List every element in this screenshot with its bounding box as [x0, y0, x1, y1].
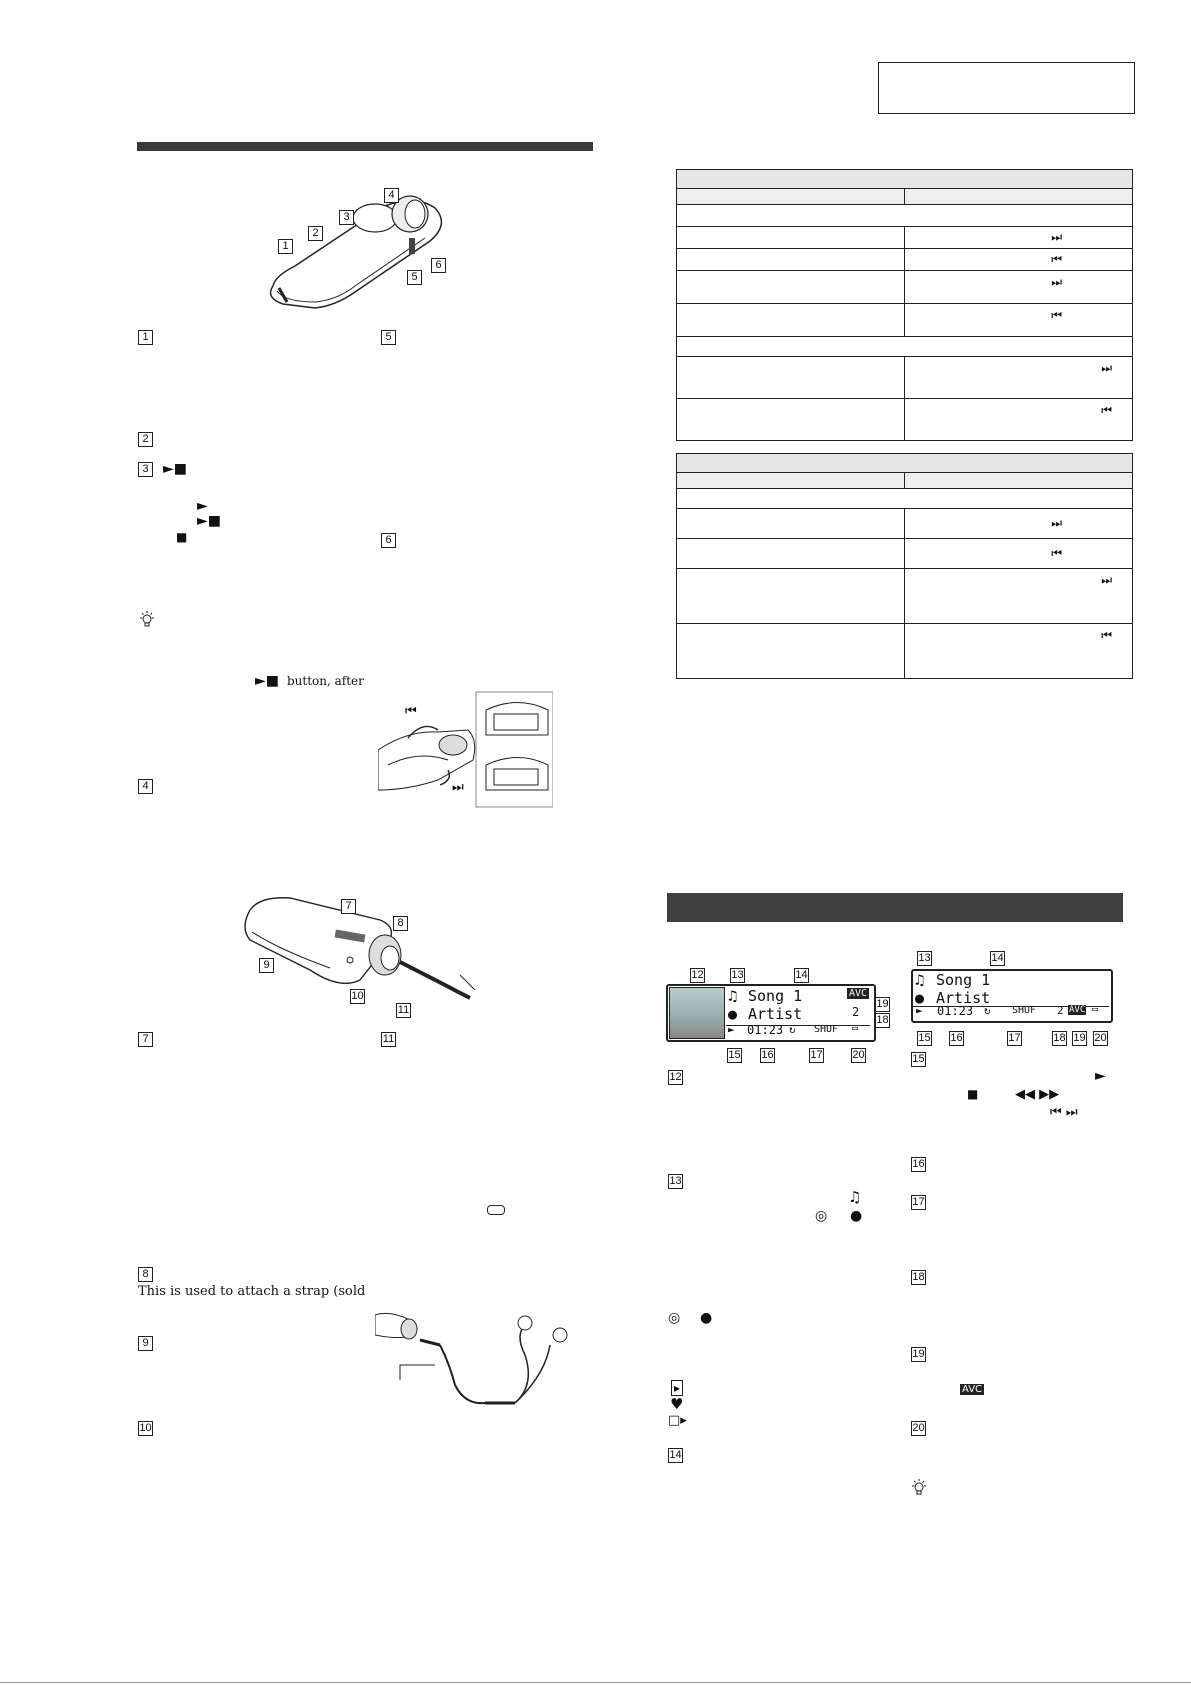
display1-artist: Artist [748, 1005, 803, 1023]
battery-icon: ▭ [852, 1023, 859, 1034]
d1-callout-18: 18 [876, 1014, 889, 1026]
rewind-ffwd-icons: ◀◀ ▶▶ [1015, 1087, 1060, 1102]
playlist-icon: ▸ [671, 1380, 683, 1396]
avc-inline-icon: AVC [962, 1384, 983, 1395]
music-note-icon-3: ♫ [848, 1188, 862, 1206]
strap-text: This is used to attach a strap (sold [138, 1284, 366, 1299]
table2-forward-icon: ⏭ [1051, 516, 1062, 530]
display2-track: 2 [1057, 1004, 1064, 1017]
d1-callout-19: 19 [876, 998, 889, 1010]
callout-9: 9 [259, 958, 274, 973]
section-heading-bar [137, 142, 593, 151]
player-side-illustration [240, 890, 500, 1010]
desc-19: 19 [912, 1348, 925, 1360]
table1-forward-icon: ⏭ [1051, 230, 1062, 244]
play-button-text: button, after [287, 674, 364, 688]
d1-callout-17: 17 [810, 1049, 823, 1061]
table2-forward-icon-2: ⏭ [1101, 573, 1112, 587]
desc-4: 4 [138, 779, 153, 794]
avc-icon: AVC [849, 988, 868, 999]
display1-track: 2 [852, 1005, 860, 1019]
battery-icon-2: ▭ [1092, 1004, 1099, 1015]
desc-16: 16 [912, 1158, 925, 1170]
lightbulb-icon-2 [910, 1478, 928, 1496]
table1-rewind-icon-2: ⏮ [1051, 308, 1062, 322]
desc-5: 5 [381, 330, 396, 345]
display1-time: 01:23 [747, 1023, 784, 1037]
control-table-2 [676, 453, 1133, 679]
desc-12: 12 [669, 1071, 682, 1083]
repeat-icon-2: ↻ [984, 1004, 991, 1017]
music-note-icon-2: ♫ [915, 971, 925, 989]
person-icon-4: ● [700, 1310, 713, 1326]
disc-icon-2: ◎ [668, 1310, 681, 1326]
display2-shuffle: SHUF [1012, 1005, 1037, 1016]
d1-callout-15: 15 [728, 1049, 741, 1061]
callout-1: 1 [278, 239, 293, 254]
callout-7: 7 [341, 899, 356, 914]
display1-shuffle: SHUF [814, 1024, 839, 1035]
display2-time: 01:23 [937, 1004, 974, 1018]
callout-2: 2 [308, 226, 323, 241]
table2-rewind-icon-2: ⏮ [1101, 628, 1112, 642]
play-stop-inline: ►■ [255, 673, 279, 689]
play-status-icon-2: ► [916, 1004, 923, 1017]
callout-5: 5 [407, 270, 422, 285]
d2-callout-15: 15 [918, 1032, 931, 1044]
play-icon-right: ► [1095, 1068, 1106, 1084]
d2-callout-13: 13 [918, 952, 931, 964]
desc-13: 13 [669, 1175, 682, 1187]
desc-3: 3 [138, 462, 153, 477]
desc-17: 17 [912, 1196, 925, 1208]
lightbulb-icon [138, 610, 156, 628]
table1-rewind-icon-3: ⏮ [1101, 403, 1112, 417]
play-status-icon: ► [728, 1023, 735, 1036]
header-box [878, 62, 1135, 114]
desc-7: 7 [138, 1032, 153, 1047]
desc-6: 6 [381, 533, 396, 548]
table1-forward-icon-3: ⏭ [1101, 361, 1112, 375]
person-icon: ● [728, 1005, 738, 1023]
d2-callout-16: 16 [950, 1032, 963, 1044]
desc-9: 9 [138, 1336, 153, 1351]
callout-8: 8 [393, 916, 408, 931]
desc-18: 18 [912, 1271, 925, 1283]
display-section-heading-bar [667, 893, 1123, 922]
d1-callout-13: 13 [731, 969, 744, 981]
prev-next-icons: ⏮ ⏭ [1050, 1105, 1078, 1120]
transfer-icon: □▸ [668, 1413, 687, 1428]
desc-10: 10 [139, 1422, 152, 1434]
stop-symbol: ■ [176, 530, 188, 544]
desc-2: 2 [138, 432, 153, 447]
callout-10: 10 [351, 990, 364, 1002]
display2-title: Song 1 [936, 971, 991, 989]
d2-callout-20: 20 [1094, 1032, 1107, 1044]
desc-11: 11 [382, 1033, 395, 1045]
disc-icon: ◎ [815, 1208, 828, 1224]
person-icon-2: ● [915, 989, 925, 1007]
repeat-icon: ↻ [789, 1023, 796, 1036]
d2-callout-18: 18 [1053, 1032, 1066, 1044]
heart-icon: ♥ [670, 1395, 684, 1413]
desc-1: 1 [138, 330, 153, 345]
hold-indicator-icon [487, 1205, 505, 1215]
person-icon-3: ● [850, 1208, 863, 1224]
desc-20: 20 [912, 1422, 925, 1434]
d2-callout-14: 14 [991, 952, 1004, 964]
d1-callout-12: 12 [691, 969, 704, 981]
desc-8: 8 [138, 1267, 153, 1282]
play-symbol: ► [197, 498, 208, 514]
desc-15: 15 [912, 1053, 925, 1065]
d1-callout-14: 14 [795, 969, 808, 981]
table2-rewind-icon: ⏮ [1051, 546, 1062, 560]
table1-forward-icon-2: ⏭ [1051, 275, 1062, 289]
table1-rewind-icon: ⏮ [1051, 252, 1062, 266]
play-stop-symbol: ►■ [163, 461, 187, 477]
display2-artist: Artist [936, 989, 991, 1007]
d1-callout-16: 16 [761, 1049, 774, 1061]
control-table-1 [676, 169, 1133, 441]
desc-14: 14 [669, 1449, 682, 1461]
album-artwork [669, 987, 725, 1039]
page-bottom-rule [0, 1682, 1191, 1683]
music-note-icon: ♫ [728, 987, 738, 1005]
stop-icon-right: ■ [967, 1087, 979, 1101]
d1-callout-20: 20 [852, 1049, 865, 1061]
callout-3: 3 [339, 210, 354, 225]
avc-icon-2: AVC [1069, 1005, 1086, 1015]
display1-title: Song 1 [748, 987, 803, 1005]
callout-6: 6 [431, 258, 446, 273]
rewind-icon: ⏮ [405, 704, 417, 719]
callout-4: 4 [384, 188, 399, 203]
headphone-connection-illustration [375, 1305, 570, 1425]
d2-callout-19: 19 [1073, 1032, 1086, 1044]
d2-callout-17: 17 [1008, 1032, 1021, 1044]
forward-icon: ⏭ [452, 780, 464, 795]
play-stop-symbol-2: ►■ [197, 513, 221, 529]
callout-11: 11 [397, 1004, 410, 1016]
